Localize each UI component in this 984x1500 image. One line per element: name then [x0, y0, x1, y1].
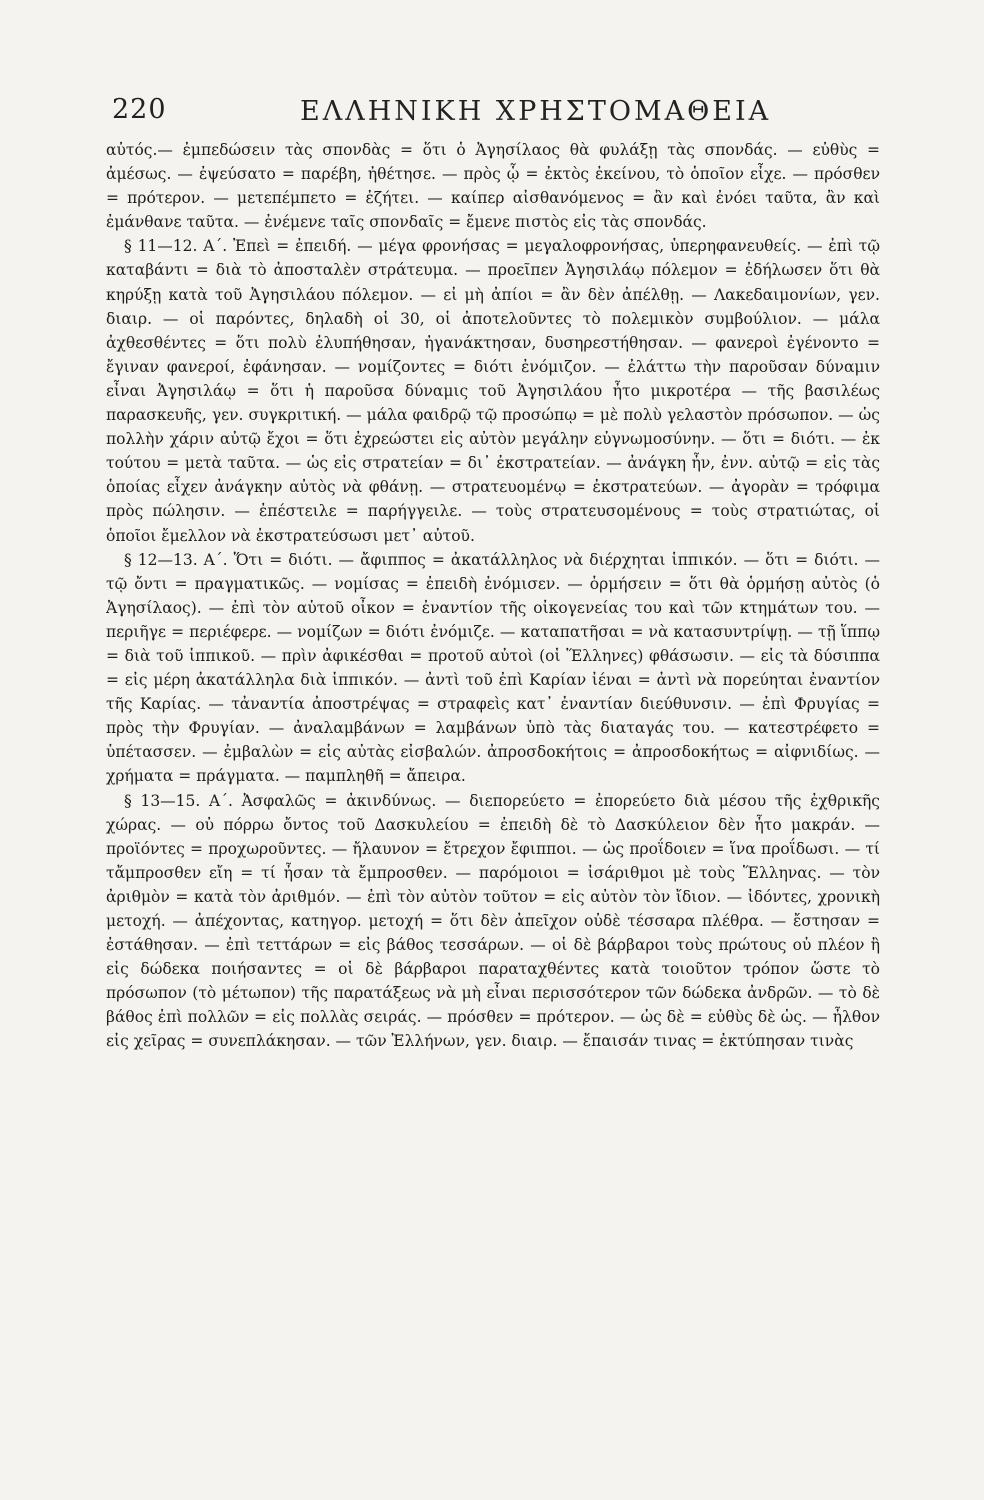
commentary-section-13-15: § 13—15. Α΄. Ἀσφαλῶς = ἀκινδύνως. — διεπορεύετο = ἐπορεύετο διὰ μέσου τῆς ἐχθρικῆς χώρας. — οὐ πόρρω ὄντος τοῦ Δασκυλείου = ἐπειδὴ δὲ τὸ Δασκύλειον δὲν ἦτο μακράν. — προϊόντες = προχωροῦντες. — ἤλαυνον = ἔτρεχον ἔφιπποι. — ὡς προΐδοιεν = ἵνα προΐδωσι. — τί τἄμπροσθεν εἴη = τί ἦσαν τὰ ἔμπροσθεν. — παρόμοιοι = ἰσάριθμοι μὲ τοὺς Ἕλληνας. — τὸν ἀριθμὸν = κατὰ τὸν ἀριθμόν. — ἐπὶ τὸν αὐτὸν τοῦτον = εἰς αὐτὸν τὸν ἴδιον. — ἰδόντες, χρονικὴ μετοχή. — ἀπέχοντας, κατηγορ. μετοχή = ὅτι δὲν ἀπεῖχον οὐδὲ τέσσαρα πλέθρα. — ἔστησαν = ἐστάθησαν. — ἐπὶ τεττάρων = εἰς βάθος τεσσάρων. — οἱ δὲ βάρβαροι τοὺς πρώτους οὐ πλέον ἢ εἰς δώδεκα ποιήσαντες = οἱ δὲ βάρβαροι παραταχθέντες κατὰ τοιοῦτον τρόπον ὥστε τὸ πρόσωπον (τὸ μέτωπον) τῆς παρατάξεως νὰ μὴ εἶναι περισσότερον τῶν δώδεκα ἀνδρῶν. — τὸ δὲ βάθος ἐπὶ πολλῶν = εἰς πολλὰς σειράς. — πρόσθεν = πρότερον. — ὡς δὲ = εὐθὺς δὲ ὡς. — ἦλθον εἰς χεῖρας = συνεπλάκησαν. — τῶν Ἑλλήνων, γεν. διαιρ. — ἔπαισάν τινας = ἐκτύπησαν τινὰς: [106, 791, 880, 1051]
running-head-title: ΕΛΛΗΝΙΚΗ ΧΡΗΣΤΟΜΑΘΕΙΑ: [300, 96, 772, 127]
commentary-section-12-13: § 12—13. Α΄. Ὅτι = διότι. — ἄφιππος = ἀκατάλληλος νὰ διέρχηται ἱππικόν. — ὅτι = διότι. — τῷ ὄντι = πραγματικῶς. — νομίσας = ἐπειδὴ ἐνόμισεν. — ὁρμήσειν = ὅτι θὰ ὁρμήσῃ αὐτὸς (ὁ Ἀγησίλαος). — ἐπὶ τὸν αὑτοῦ οἶκον = ἐναντίον τῆς οἰκογενείας του καὶ τῶν κτημάτων του. — περιῆγε = περιέφερε. — νομίζων = διότι ἐνόμιζε. — καταπατῆσαι = νὰ κατασυντρίψῃ. — τῇ ἵππῳ = διὰ τοῦ ἱππικοῦ. — πρὶν ἀφικέσθαι = προτοῦ αὐτοὶ (οἱ Ἕλληνες) φθάσωσιν. — εἰς τὰ δύσιππα = εἰς μέρη ἀκατάλληλα διὰ ἱππικόν. — ἀντὶ τοῦ ἐπὶ Καρίαν ἰέναι = ἀντὶ νὰ πορεύηται ἐναντίον τῆς Καρίας. — τἀναντία ἀποστρέψας = στραφεὶς κατ᾽ ἐναντίαν διεύθυνσιν. — ἐπὶ Φρυγίας = πρὸς τὴν Φρυγίαν. — ἀναλαμβάνων = λαμβάνων ὑπὸ τὰς διαταγάς του. — κατεστρέφετο = ὑπέτασσεν. — ἐμβαλὼν = εἰς αὐτὰς εἰσβαλών. ἀπροσδοκήτοις = ἀπροσδοκήτως = αἰφνιδίως. — χρήματα = πράγματα. — παμπληθῆ = ἄπειρα.: [106, 550, 880, 786]
commentary-body: [106, 138, 880, 1474]
page-number: 220: [112, 94, 167, 125]
commentary-paragraph: αὐτός.— ἐμπεδώσειν τὰς σπονδὰς = ὅτι ὁ Ἀγησίλαος θὰ φυλάξῃ τὰς σπονδάς. — εὐθὺς = ἀμέσως. — ἐψεύσατο = παρέβη, ἠθέτησε. — πρὸς ᾧ = ἐκτὸς ἐκείνου, τὸ ὁποῖον εἶχε. — πρόσθεν = πρότερον. — μετεπέμπετο = ἐζήτει. — καίπερ αἰσθανόμενος = ἂν καὶ ἐνόει ταῦτα, ἂν καὶ ἐμάνθανε ταῦτα. — ἐνέμενε ταῖς σπονδαῖς = ἔμενε πιστὸς εἰς τὰς σπονδάς.: [106, 141, 880, 232]
commentary-section-11-12: § 11—12. Α΄. Ἐπεὶ = ἐπειδή. — μέγα φρονήσας = μεγαλοφρονήσας, ὑπερηφανευθείς. — ἐπὶ τῷ καταβάντι = διὰ τὸ ἀποσταλὲν στράτευμα. — προεῖπεν Ἀγησιλάῳ πόλεμον = ἐδήλωσεν ὅτι θὰ κηρύξῃ κατὰ τοῦ Ἀγησιλάου πόλεμον. — εἰ μὴ ἀπίοι = ἂν δὲν ἀπέλθῃ. — Λακεδαιμονίων, γεν. διαιρ. — οἱ παρόντες, δηλαδὴ οἱ 30, οἱ ἀποτελοῦντες τὸ πολεμικὸν συμβούλιον. — μάλα ἀχθεσθέντες = ὅτι πολὺ ἐλυπήθησαν, ἠγανάκτησαν, δυσηρεστήθησαν. — φανεροὶ ἐγένοντο = ἔγιναν φανεροί, ἐφάνησαν. — νομίζοντες = διότι ἐνόμιζον. — ἐλάττω τὴν παροῦσαν δύναμιν εἶναι Ἀγησιλάῳ = ὅτι ἡ παροῦσα δύναμις τοῦ Ἀγησιλάου ἦτο μικροτέρα — τῆς βασιλέως παρασκευῆς, γεν. συγκριτική. — μάλα φαιδρῷ τῷ προσώπῳ = μὲ πολὺ γελαστὸν πρόσωπον. — ὡς πολλὴν χάριν αὐτῷ ἔχοι = ὅτι ἐχρεώστει εἰς αὐτὸν μεγάλην εὐγνωμοσύνην. — ὅτι = διότι. — ἐκ τούτου = μετὰ ταῦτα. — ὡς εἰς στρατείαν = δι᾽ ἐκστρατείαν. — ἀνάγκη ἦν, ἐνν. αὐτῷ = εἰς τὰς ὁποίας εἶχεν ἀνάγκην αὐτὸς νὰ φθάνῃ. — στρατευομένῳ = ἐκστρατεύων. — ἀγορὰν = τρόφιμα πρὸς πώλησιν. — ἐπέστειλε = παρήγγειλε. — τοὺς στρατευσομένους = τοὺς στρατιώτας, οἱ ὁποῖοι ἔμελλον νὰ ἐκστρατεύσωσι μετ᾽ αὐτοῦ.: [106, 237, 880, 545]
